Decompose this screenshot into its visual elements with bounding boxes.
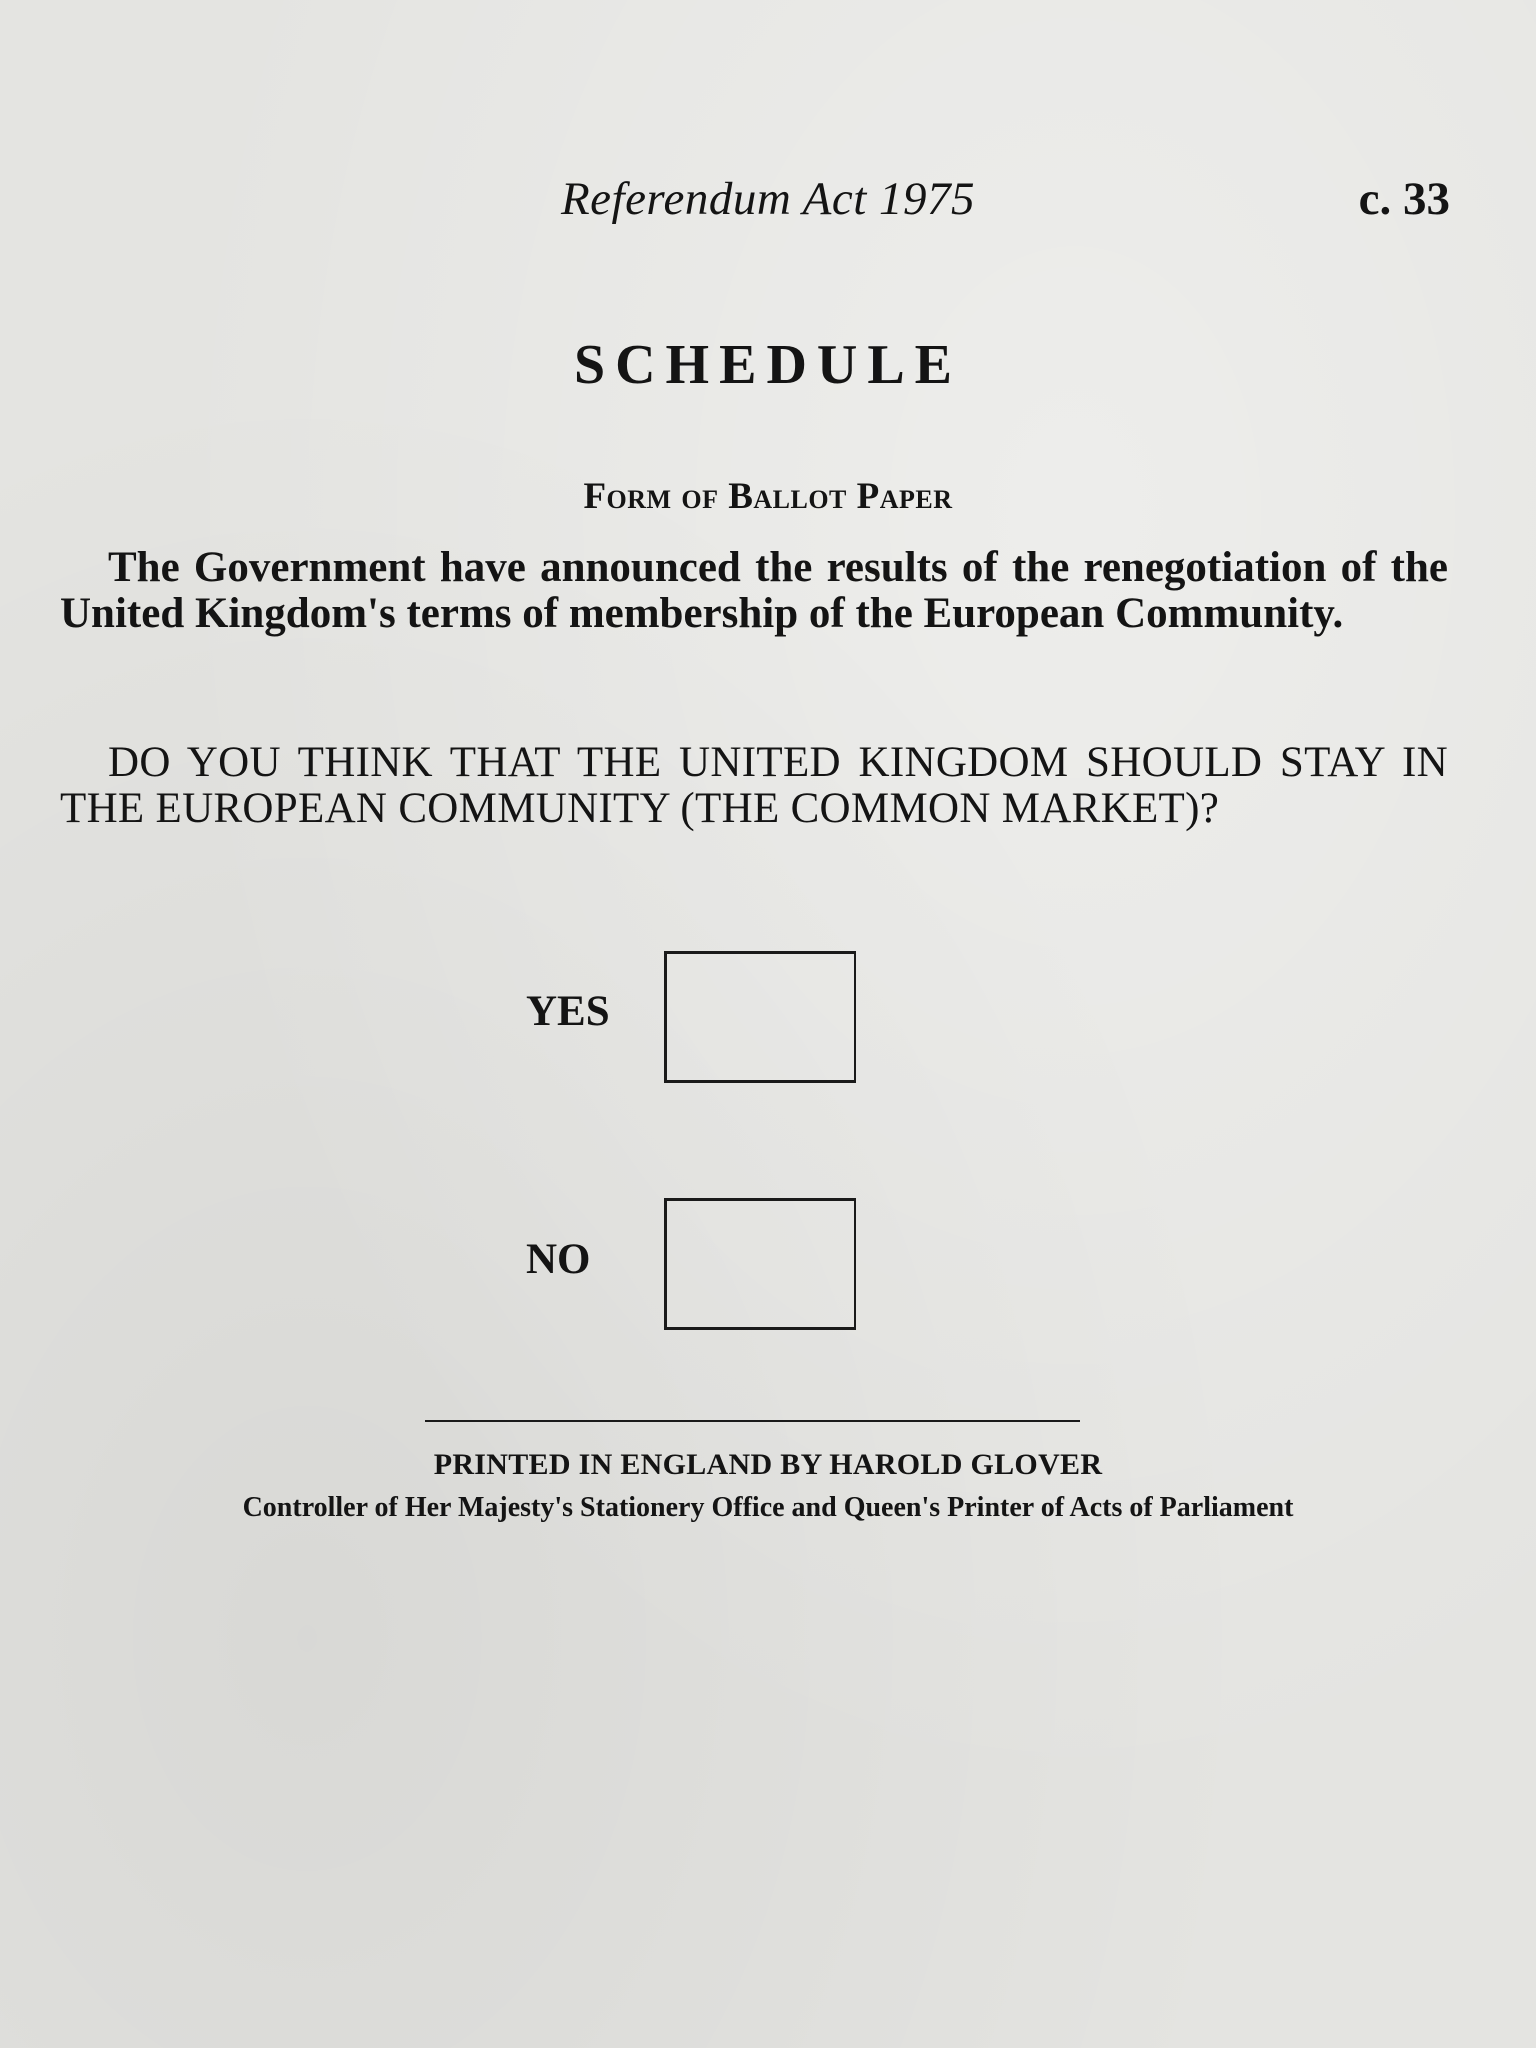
no-label: NO: [526, 1236, 591, 1283]
printer-line: PRINTED IN ENGLAND BY HAROLD GLOVER: [433, 1448, 1103, 1481]
form-heading: Form of Ballot Paper: [583, 476, 953, 517]
yes-label: YES: [526, 988, 610, 1035]
intro-paragraph: The Government have announced the results of the renegotiation of the United Kingdom's terms of membership of the European Community.: [60, 544, 1448, 637]
chapter-number: c. 33: [1358, 173, 1450, 225]
yes-ballot-box[interactable]: [664, 951, 856, 1083]
no-ballot-box[interactable]: [664, 1198, 856, 1330]
act-title: Referendum Act 1975: [560, 173, 976, 225]
schedule-heading: SCHEDULE: [573, 334, 963, 396]
referendum-question: DO YOU THINK THAT THE UNITED KINGDOM SHOULD STAY IN THE EUROPEAN COMMUNITY (THE COMMON MARKET)?: [60, 739, 1448, 832]
controller-line: Controller of Her Majesty's Stationery Office and Queen's Printer of Acts of Parliament: [242, 1492, 1294, 1523]
footer-divider: [425, 1420, 1080, 1422]
